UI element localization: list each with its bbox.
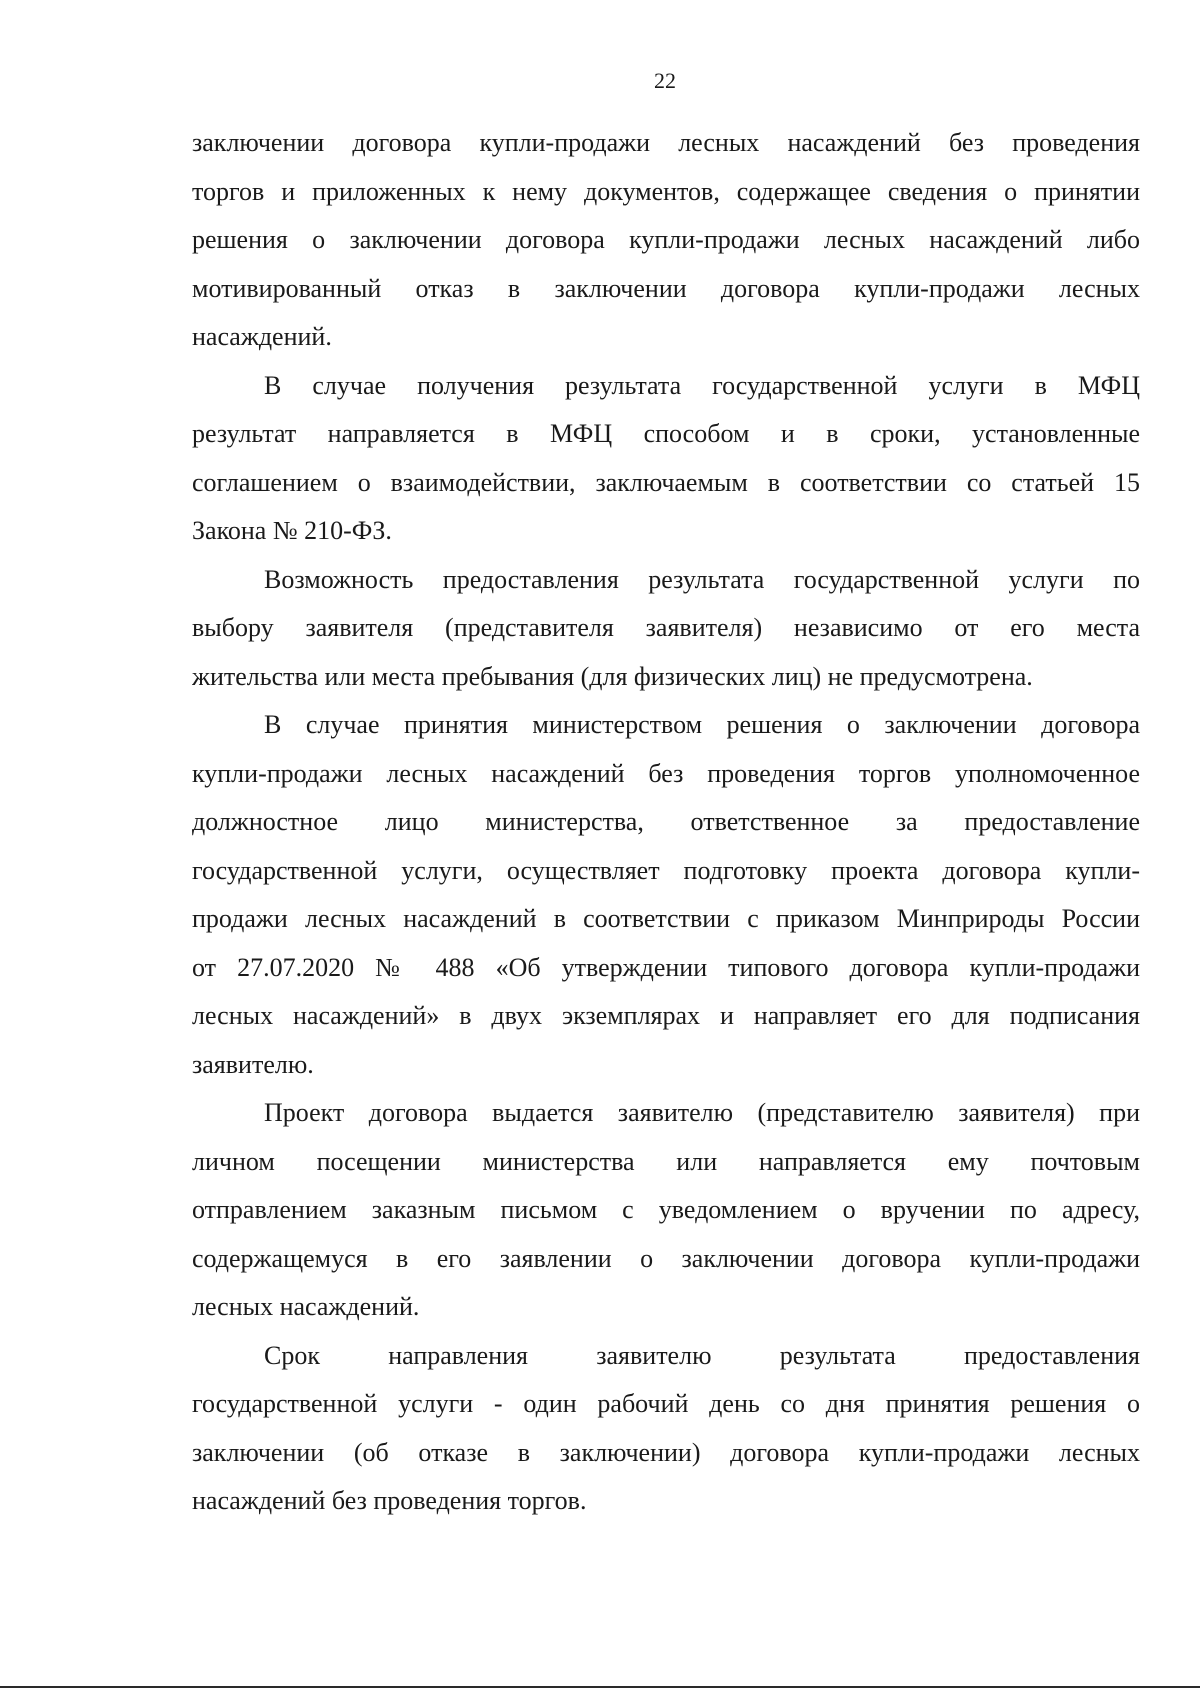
text-line: личном посещении министерства или направляется ему почтовым [192, 1146, 1140, 1176]
text-line: заключении договора купли-продажи лесных насаждений без проведения [192, 128, 1140, 157]
text-line: насаждений. [192, 322, 332, 351]
text-line: насаждений без проведения торгов. [192, 1486, 587, 1515]
text-line: соглашением о взаимодействии, заключаемым в соответствии со статьей 15 [192, 467, 1140, 497]
paragraph-delivery-choice [192, 556, 1140, 702]
paragraph-delivery-deadline [192, 1332, 1140, 1526]
text-line: выбору заявителя (представителя заявителя) независимо от его места [192, 613, 1140, 642]
text-line: заключении (об отказе в заключении) договора купли-продажи лесных [192, 1437, 1140, 1467]
text-line: решения о заключении договора купли-продажи лесных насаждений либо [192, 225, 1140, 254]
text-line: Закона № 210-ФЗ. [192, 516, 392, 545]
text-line: Возможность предоставления результата государственной услуги по [264, 564, 1140, 594]
text-line: заявителю. [192, 1049, 314, 1079]
text-line: В случае принятия министерством решения о заключении договора [264, 710, 1140, 739]
paragraph-result-notice [192, 119, 1140, 362]
text-line: лесных насаждений» в двух экземплярах и направляет его для подписания [192, 1001, 1140, 1030]
text-line: от 27.07.2020 № 488 «Об утверждении типового договора купли-продажи [192, 952, 1140, 982]
text-line: мотивированный отказ в заключении договора купли-продажи лесных [192, 273, 1140, 303]
text-line: Проект договора выдается заявителю (представителю заявителя) при [264, 1098, 1140, 1127]
text-line: В случае получения результата государственной услуги в МФЦ [264, 370, 1140, 400]
text-line: торгов и приложенных к нему документов, содержащее сведения о принятии [192, 176, 1140, 206]
text-line: государственной услуги - один рабочий день со дня принятия решения о [192, 1389, 1140, 1418]
text-line: должностное лицо министерства, ответственное за предоставление [192, 807, 1140, 836]
text-line: жительства или места пребывания (для физических лиц) не предусмотрена. [192, 661, 1033, 691]
page-number: 22 [654, 68, 676, 93]
document-body [192, 119, 1140, 1526]
text-line: лесных насаждений. [192, 1292, 420, 1321]
text-line: продажи лесных насаждений в соответствии с приказом Минприроды России [192, 904, 1140, 933]
text-line: отправлением заказным письмом с уведомлением о вручении по адресу, [192, 1195, 1140, 1224]
text-line: купли-продажи лесных насаждений без проведения торгов уполномоченное [192, 758, 1140, 788]
text-line: результат направляется в МФЦ способом и в сроки, установленные [192, 419, 1140, 448]
paragraph-contract-preparation [192, 701, 1140, 1089]
paragraph-mfc-delivery [192, 362, 1140, 556]
text-line: содержащемуся в его заявлении о заключении договора купли-продажи [192, 1243, 1140, 1273]
paragraph-contract-issue [192, 1089, 1140, 1332]
text-line: государственной услуги, осуществляет подготовку проекта договора купли- [192, 855, 1140, 885]
page-bottom-edge [0, 1686, 1200, 1688]
text-line: Срок направления заявителю результата предоставления [264, 1340, 1140, 1370]
